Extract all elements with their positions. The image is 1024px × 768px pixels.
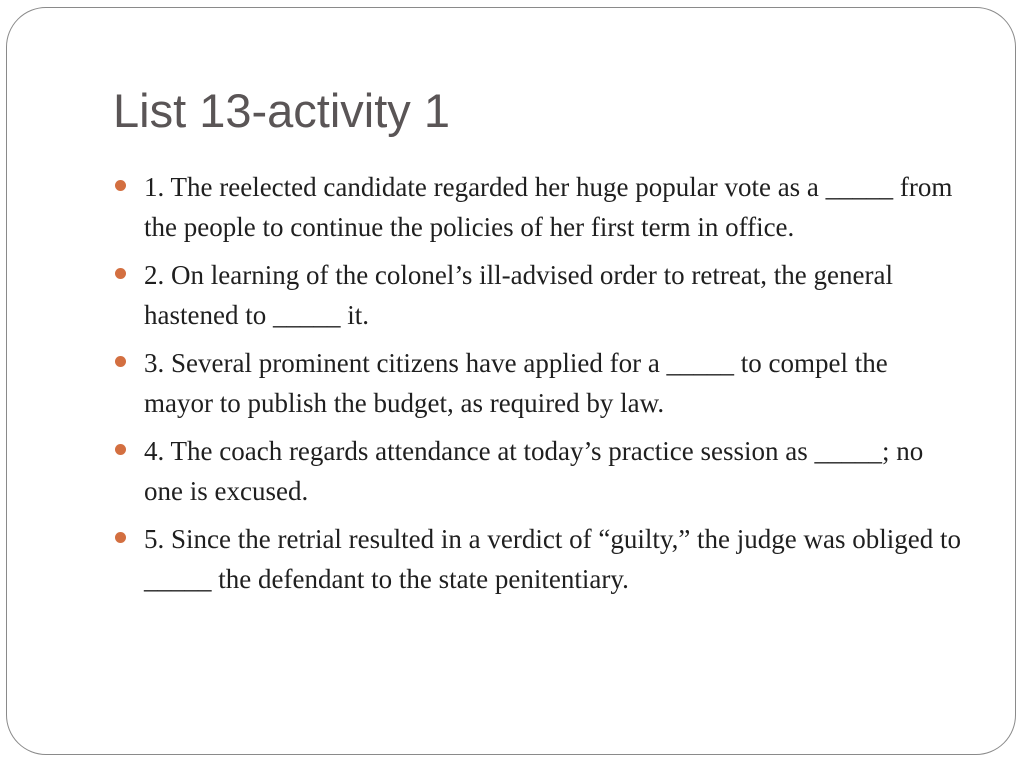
list-item-text: 2. On learning of the colonel’s ill-advised order to retreat, the general hastened to _____ it.	[144, 260, 893, 330]
list-item-text: 4. The coach regards attendance at today’s practice session as _____; no one is excused.	[144, 436, 924, 506]
slide-title: List 13-activity 1	[113, 84, 450, 137]
list-item-1	[113, 167, 963, 247]
list-item-3	[113, 343, 963, 423]
list-item-text: 1. The reelected candidate regarded her huge popular vote as a _____ from the people to continue the policies of her first term in office.	[144, 172, 953, 242]
list-item-4	[113, 431, 963, 511]
list-item-text: 5. Since the retrial resulted in a verdict of “guilty,” the judge was obliged to _____ the defendant to the state penitentiary.	[144, 524, 962, 594]
list-item-5	[113, 519, 963, 599]
list-item-text: 3. Several prominent citizens have applied for a _____ to compel the mayor to publish the budget, as required by law.	[144, 348, 888, 418]
bullet-dot-icon	[115, 268, 126, 279]
list-item-2	[113, 255, 963, 335]
bullet-dot-icon	[115, 444, 126, 455]
bullet-list	[113, 167, 963, 607]
bullet-dot-icon	[115, 532, 126, 543]
bullet-dot-icon	[115, 180, 126, 191]
bullet-dot-icon	[115, 356, 126, 367]
